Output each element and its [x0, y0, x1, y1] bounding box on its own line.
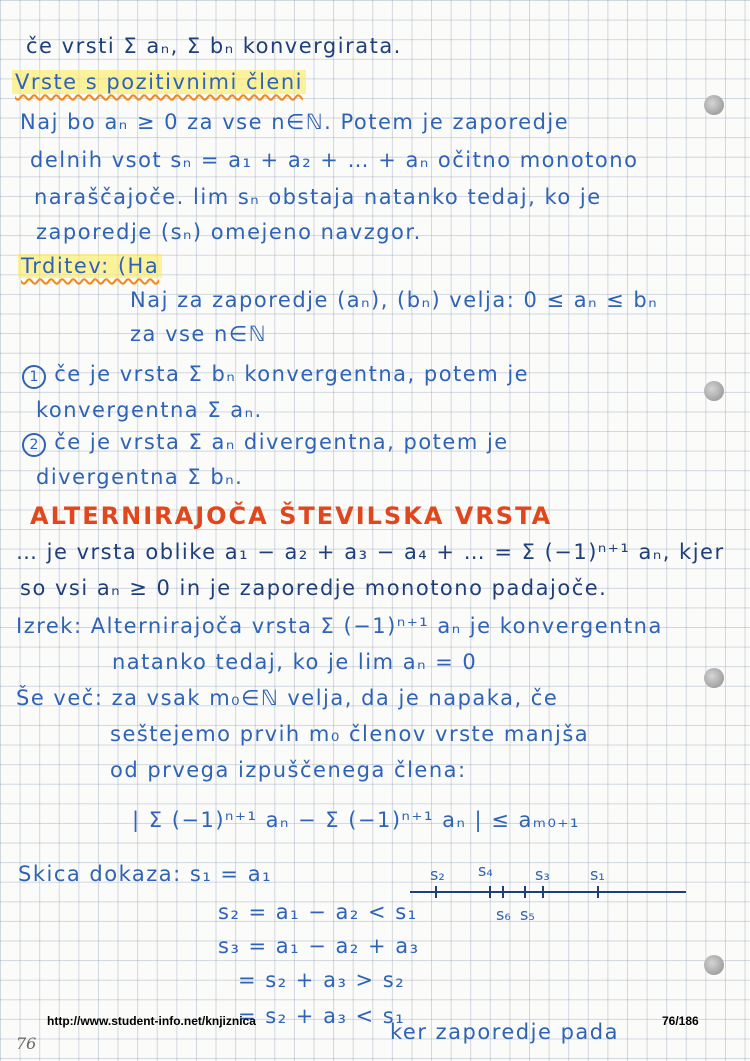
text-line: Naj za zaporedje (aₙ), (bₙ) velja: 0 ≤ aₙ ≤ bₙ	[130, 288, 659, 312]
text-line: če vrsti Σ aₙ, Σ bₙ konvergirata.	[26, 34, 402, 58]
text-line: Izrek: Alternirajoča vrsta Σ (−1)ⁿ⁺¹ aₙ je konvergentna	[16, 614, 663, 638]
text-line: seštejemo prvih m₀ členov vrste manjša	[110, 722, 590, 746]
text-line: natanko tedaj, ko je lim aₙ = 0	[112, 650, 478, 674]
footer-url: http://www.student-info.net/knjiznica	[47, 1014, 256, 1028]
point-label-s6: s₆	[496, 905, 511, 924]
item-text: če je vrsta Σ bₙ konvergentna, potem je	[54, 362, 530, 386]
point-label-s2: s₂	[430, 865, 445, 884]
text-line: za vse n∈ℕ	[130, 322, 267, 346]
binder-hole	[704, 381, 724, 401]
text-line: naraščajoče. lim sₙ obstaja natanko tedaj, ko je	[34, 185, 602, 209]
footer-page-number: 76/186	[662, 1014, 699, 1028]
item-number: 1	[22, 365, 46, 389]
point-label-s4: s₄	[478, 862, 493, 880]
text-line: konvergentna Σ aₙ.	[36, 398, 263, 422]
number-line-diagram	[400, 862, 700, 932]
text-line: zaporedje (sₙ) omejeno navzgor.	[36, 220, 422, 244]
section-title: ALTERNIRAJOČA ŠTEVILSKA VRSTA	[30, 502, 553, 530]
binder-hole	[704, 95, 724, 115]
formula-line: | Σ (−1)ⁿ⁺¹ aₙ − Σ (−1)ⁿ⁺¹ aₙ | ≤ aₘ₀₊₁	[132, 808, 580, 832]
point-label-s3: s₃	[535, 865, 550, 884]
handwritten-page-number: 76	[16, 1034, 37, 1053]
text-line: = s₂ + a₃ > s₂	[238, 968, 406, 992]
text-line: delnih vsot sₙ = a₁ + a₂ + … + aₙ očitno monotono	[30, 148, 639, 172]
point-label-s1: s₁	[590, 865, 605, 884]
text-line: Še več: za vsak m₀∈ℕ velja, da je napaka, če	[16, 686, 559, 710]
binder-hole	[704, 955, 724, 975]
text-line: Skica dokaza: s₁ = a₁	[18, 862, 272, 886]
point-label-s5: s₅	[520, 905, 535, 924]
text-line: od prvega izpuščenega člena:	[110, 758, 467, 782]
text-line: s₂ = a₁ − a₂ < s₁	[218, 900, 418, 924]
theorem-label: Trditev: (Ha	[18, 254, 162, 278]
text-line: s₃ = a₁ − a₂ + a₃	[218, 934, 420, 958]
section-heading	[12, 70, 306, 94]
list-item	[22, 430, 509, 457]
text-line: = s₂ + a₃ < s₁	[238, 1004, 406, 1028]
text-line: ker zaporedje pada	[390, 1020, 619, 1044]
binder-hole	[704, 668, 724, 688]
text-line: divergentna Σ bₙ.	[36, 465, 244, 489]
item-number: 2	[22, 433, 46, 457]
text-line: so vsi aₙ ≥ 0 in je zaporedje monotono padajoče.	[20, 576, 608, 600]
text-line: Naj bo aₙ ≥ 0 za vse n∈ℕ. Potem je zaporedje	[20, 110, 570, 134]
highlighted-heading: Vrste s pozitivnimi členi	[12, 70, 306, 94]
text-line: … je vrsta oblike a₁ − a₂ + a₃ − a₄ + … = Σ (−1)ⁿ⁺¹ aₙ, kjer	[16, 540, 725, 564]
label-line	[18, 254, 162, 278]
item-text: če je vrsta Σ aₙ divergentna, potem je	[54, 430, 509, 454]
list-item	[22, 362, 529, 389]
